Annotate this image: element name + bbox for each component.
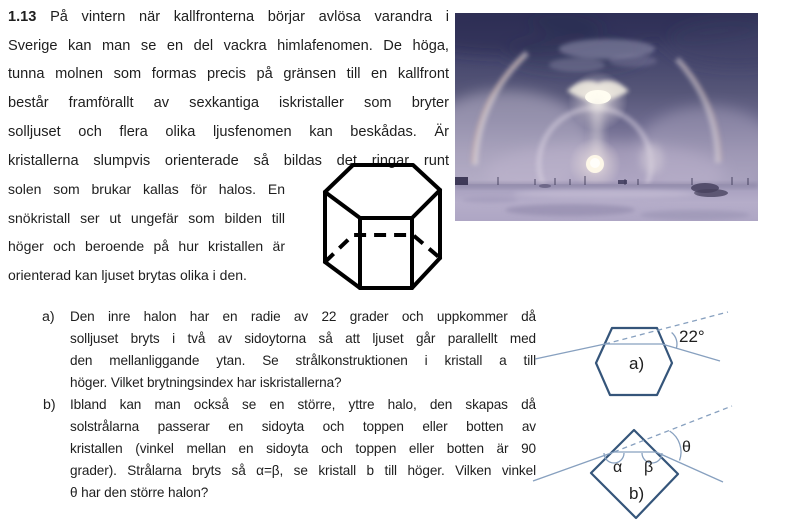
item-a-line: solljuset bryts i två av sidoytorna så att ljuset går parallellt med xyxy=(70,331,536,346)
intro-line: snökristall ser ut ungefär som bilden till xyxy=(8,209,285,226)
angle-22-label: 22° xyxy=(679,327,705,346)
question-list xyxy=(70,306,536,504)
item-b-line: grader). Strålarna bryts så α=β, se kristall b till höger. Vilken vinkel xyxy=(70,463,536,478)
item-a-line: den mellanliggande ytan. Se strålkonstruktionen i kristall a till xyxy=(70,353,536,368)
beta-label: β xyxy=(644,459,654,476)
prism-bottom-front xyxy=(325,258,440,288)
incident-ray xyxy=(533,452,614,481)
halo-photo-illustration xyxy=(455,13,758,221)
intro-line: solljuset och flera olika ljusfenomen kan beskådas. Är xyxy=(8,123,449,140)
crystal-a-diagram xyxy=(525,298,797,404)
crystal-a-label: a) xyxy=(629,354,645,373)
intro-line: tunna molnen som formas precis på gränsen till en kallfront xyxy=(8,66,449,83)
sun xyxy=(569,138,621,190)
undeviated-dashed-ray xyxy=(614,406,732,452)
intro-line: kristallerna slumpvis orienterade så bildas det ringar runt xyxy=(8,152,449,169)
item-b-line: kristallen (vinkel mellan en sidoyta och toppen eller botten är 90 xyxy=(70,441,536,456)
prism-hidden-edges xyxy=(325,235,440,262)
alpha-label: α xyxy=(613,459,623,476)
crystal-b-label: b) xyxy=(629,484,645,503)
crystal-b-diagram xyxy=(525,395,797,525)
intro-line: solen som brukar kallas för halos. En xyxy=(8,181,285,197)
list-marker-a: a) xyxy=(42,309,55,325)
theta-label: θ xyxy=(682,439,691,456)
item-b-line: solstrålarna passerar en sidoyta och toppen eller botten av xyxy=(70,419,536,434)
refracted-ray xyxy=(656,452,723,482)
theta-angle-arc xyxy=(670,431,681,461)
snow-crystal-drawing xyxy=(310,158,450,300)
item-b-line: Ibland kan man också se en större, yttre halo, den skapas då xyxy=(70,397,536,412)
intro-line: höger och beroende på hur kristallen är xyxy=(8,238,285,255)
right-sundog-glow xyxy=(641,144,663,174)
diamond-crystal-b xyxy=(591,430,678,518)
item-b-line: θ har den större halon? xyxy=(70,485,209,500)
halo-sky-photo xyxy=(455,13,758,221)
intro-line: orienterad kan ljuset brytas olika i den. xyxy=(8,267,247,284)
item-a-line: höger. Vilket brytningsindex har iskristallerna? xyxy=(70,375,342,390)
problem-number: 1.13 xyxy=(8,9,37,25)
intro-paragraph-top xyxy=(8,3,449,175)
item-a-line: Den inre halon har en radie av 22 grader och uppkommer då xyxy=(70,309,536,324)
list-marker-b: b) xyxy=(43,397,56,413)
crystal-a-svg xyxy=(525,298,797,404)
intro-line: Sverige kan man se en del vackra himlafenomen. De höga, xyxy=(8,37,449,54)
intro-line: 1.13 På vintern när kallfronterna börjar avlösa varandra i xyxy=(8,9,449,25)
hexagonal-prism xyxy=(310,158,450,300)
crystal-b-svg xyxy=(525,395,797,525)
angle-arc-22 xyxy=(672,333,677,349)
intro-paragraph-wrapped xyxy=(8,175,285,290)
intro-line: består framförallt av sexkantiga iskristaller som bryter xyxy=(8,95,449,112)
incident-ray xyxy=(535,344,605,359)
prism-top-face xyxy=(325,165,440,218)
